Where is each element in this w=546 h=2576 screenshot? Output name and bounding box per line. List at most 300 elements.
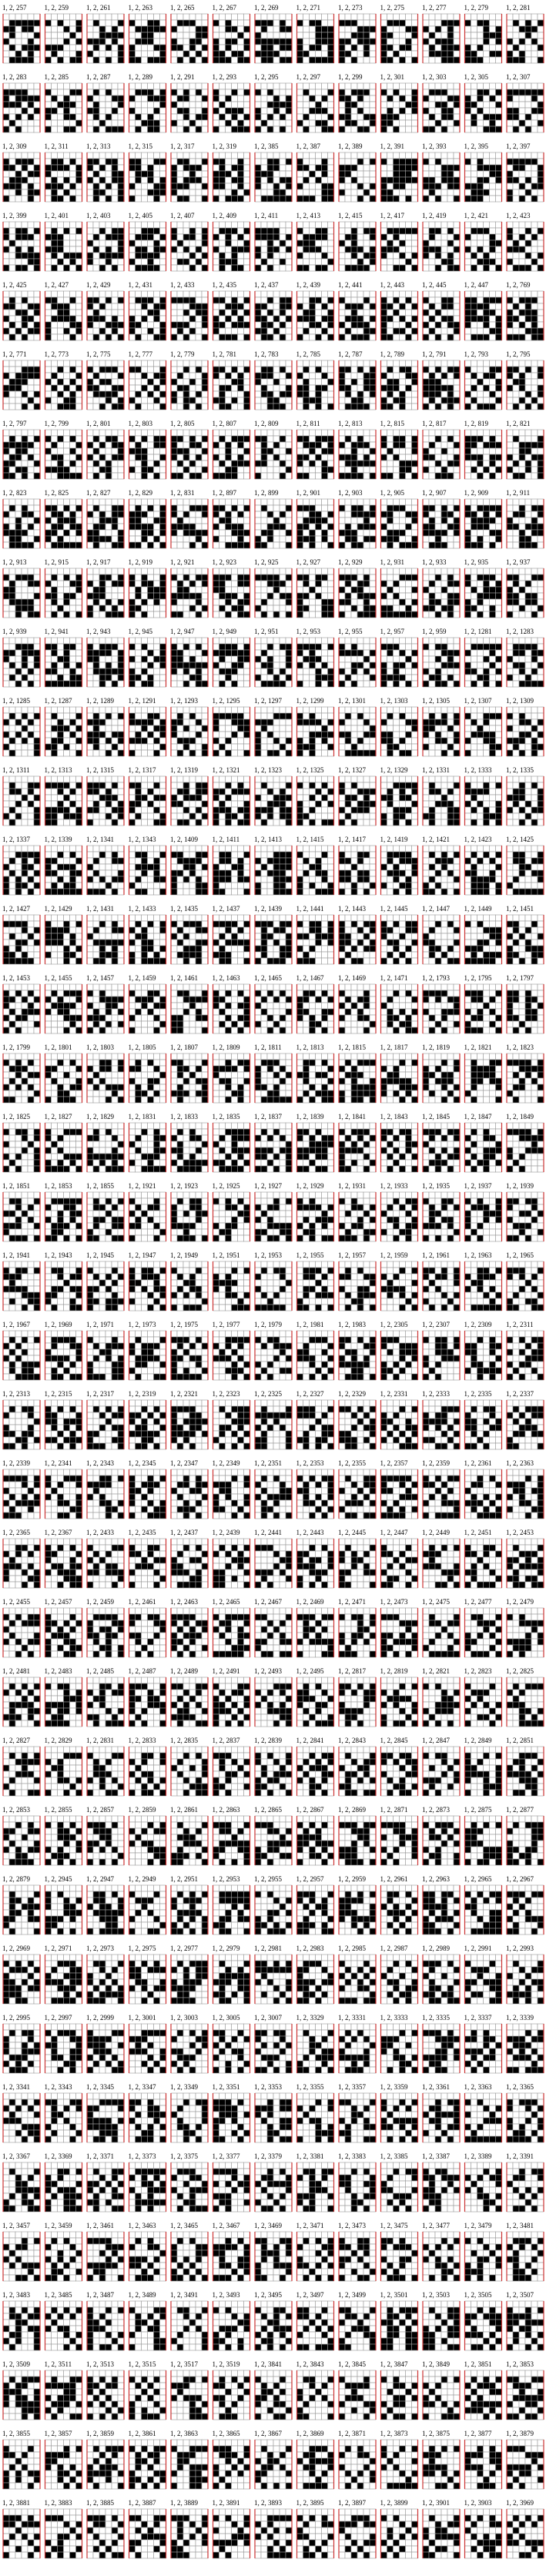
grid-cell	[177, 228, 183, 234]
grid-cell	[177, 126, 183, 132]
grid-cell	[351, 108, 357, 114]
grid-cell	[34, 89, 40, 95]
grid-cell	[370, 26, 376, 32]
grid-cell	[238, 297, 244, 303]
grid-cell	[441, 328, 447, 334]
grid-cell	[429, 51, 435, 57]
grid-cell	[297, 328, 303, 334]
grid-cell	[183, 228, 189, 234]
grid-cell	[64, 367, 70, 373]
grid-cell	[15, 385, 22, 391]
grid-cell	[142, 183, 148, 189]
grid-cell	[255, 39, 261, 45]
grid-cell	[370, 303, 376, 310]
grid-cell	[142, 310, 148, 316]
grid-cell	[471, 51, 477, 57]
grid-cell	[45, 45, 52, 51]
grid-cell	[484, 253, 490, 259]
grid-cell	[477, 322, 484, 328]
grid-cell	[435, 316, 441, 322]
grid-cell	[363, 316, 370, 322]
grid-cell	[441, 265, 447, 271]
grid-cell	[412, 240, 418, 246]
grid-cell	[286, 102, 292, 108]
grid-cell	[447, 126, 454, 132]
grid-cell	[226, 32, 232, 39]
grid-cell	[423, 177, 429, 183]
grid-cell	[34, 51, 40, 57]
grid-cell	[280, 189, 286, 196]
grid-cell	[213, 108, 219, 114]
rule-panel	[170, 4, 208, 63]
grid-cell	[322, 297, 328, 303]
rule-panel	[296, 73, 334, 132]
rule-caption: 1, 2, 441	[338, 281, 363, 289]
grid-cell	[363, 14, 370, 20]
grid-cell	[183, 165, 189, 171]
grid-cell	[3, 397, 9, 404]
grid-cell	[345, 126, 351, 132]
grid-cell	[525, 120, 531, 126]
grid-cell	[303, 39, 310, 45]
grid-cell	[177, 183, 183, 189]
grid-cell	[118, 177, 124, 183]
grid-cell	[232, 222, 238, 228]
grid-cell	[465, 165, 471, 171]
grid-cell	[357, 165, 363, 171]
grid-cell	[196, 57, 202, 63]
grid-cell	[106, 20, 112, 26]
grid-cell	[435, 45, 441, 51]
grid-cell	[28, 26, 34, 32]
grid-cell	[435, 259, 441, 265]
grid-cell	[465, 246, 471, 253]
grid-cell	[435, 234, 441, 240]
grid-cell	[538, 310, 544, 316]
grid-cell	[531, 265, 538, 271]
grid-cell	[310, 152, 316, 159]
grid-cell	[303, 234, 310, 240]
grid-cell	[202, 328, 208, 334]
grid-cell	[244, 83, 250, 89]
grid-cell	[112, 183, 118, 189]
grid-cell	[406, 102, 412, 108]
grid-cell	[136, 240, 142, 246]
rule-panel	[464, 4, 502, 63]
grid-cell	[280, 310, 286, 316]
grid-cell	[381, 234, 387, 240]
grid-cell	[52, 265, 58, 271]
grid-cell	[45, 120, 52, 126]
grid-cell	[513, 259, 519, 265]
grid-cell	[183, 83, 189, 89]
grid-cell	[423, 259, 429, 265]
grid-cell	[183, 259, 189, 265]
grid-cell	[118, 303, 124, 310]
grid-cell	[202, 102, 208, 108]
grid-cell	[394, 108, 400, 114]
grid-cell	[345, 14, 351, 20]
grid-cell	[357, 51, 363, 57]
grid-cell	[93, 102, 99, 108]
grid-cell	[70, 328, 76, 334]
grid-cell	[387, 265, 394, 271]
grid-cell	[370, 83, 376, 89]
grid-cell	[394, 253, 400, 259]
grid-cell	[160, 177, 166, 183]
grid-cell	[148, 120, 154, 126]
grid-cell	[423, 328, 429, 334]
grid-cell	[310, 108, 316, 114]
grid-cell	[64, 189, 70, 196]
grid-cell	[45, 165, 52, 171]
grid-cell	[171, 253, 177, 259]
grid-cell	[328, 316, 334, 322]
grid-cell	[45, 328, 52, 334]
grid-cell	[406, 303, 412, 310]
grid-cell	[244, 303, 250, 310]
grid-cell	[400, 253, 406, 259]
grid-cell	[34, 126, 40, 132]
grid-cell	[261, 165, 267, 171]
grid-cell	[441, 234, 447, 240]
grid-cell	[219, 310, 226, 316]
rule-panel	[86, 281, 124, 340]
grid-cell	[136, 379, 142, 385]
grid-cell	[93, 228, 99, 234]
grid-cell	[136, 39, 142, 45]
grid-cell	[129, 404, 136, 410]
grid-cell	[316, 120, 322, 126]
grid-cell	[435, 328, 441, 334]
grid-cell	[429, 246, 435, 253]
grid-cell	[189, 367, 196, 373]
grid-cell	[148, 253, 154, 259]
grid-cell	[87, 196, 93, 202]
grid-cell	[454, 328, 460, 334]
grid-cell	[183, 189, 189, 196]
grid-cell	[160, 183, 166, 189]
grid-cell	[129, 222, 136, 228]
grid-cell	[387, 297, 394, 303]
grid-cell	[370, 228, 376, 234]
grid-cell	[15, 379, 22, 385]
grid-cell	[70, 234, 76, 240]
grid-cell	[477, 222, 484, 228]
grid-cell	[351, 89, 357, 95]
grid-cell	[154, 177, 160, 183]
rule-caption: 1, 2, 295	[254, 73, 279, 81]
grid-cell	[339, 196, 345, 202]
grid-cell	[519, 310, 525, 316]
grid-cell	[52, 51, 58, 57]
grid-cell	[471, 297, 477, 303]
grid-cell	[45, 222, 52, 228]
grid-cell	[93, 95, 99, 102]
grid-cell	[15, 177, 22, 183]
grid-cell	[189, 303, 196, 310]
grid-cell	[154, 328, 160, 334]
grid-cell	[28, 259, 34, 265]
grid-cell	[490, 108, 496, 114]
grid-cell	[28, 183, 34, 189]
rule-caption: 1, 2, 299	[338, 73, 363, 81]
grid-cell	[454, 177, 460, 183]
grid-cell	[525, 259, 531, 265]
grid-cell	[328, 183, 334, 189]
grid-cell	[339, 177, 345, 183]
grid-cell	[345, 310, 351, 316]
grid-cell	[70, 57, 76, 63]
grid-cell	[196, 120, 202, 126]
grid-cell	[484, 83, 490, 89]
grid-cell	[45, 114, 52, 120]
grid-cell	[280, 32, 286, 39]
grid-cell	[171, 114, 177, 120]
grid-cell	[244, 291, 250, 297]
grid-cell	[538, 196, 544, 202]
grid-cell	[177, 89, 183, 95]
grid-cell	[154, 32, 160, 39]
grid-cell	[213, 189, 219, 196]
grid-cell	[351, 246, 357, 253]
grid-cell	[496, 102, 502, 108]
grid-cell	[484, 189, 490, 196]
grid-cell	[232, 20, 238, 26]
grid-cell	[171, 45, 177, 51]
grid-cell	[328, 228, 334, 234]
rule-panel	[2, 281, 40, 340]
grid-cell	[310, 102, 316, 108]
grid-cell	[538, 222, 544, 228]
grid-cell	[142, 171, 148, 177]
grid-cell	[76, 32, 82, 39]
grid-cell	[261, 246, 267, 253]
grid-cell	[429, 228, 435, 234]
grid-cell	[99, 102, 106, 108]
grid-cell	[183, 120, 189, 126]
grid-cell	[400, 14, 406, 20]
grid-cell	[345, 322, 351, 328]
grid-cell	[322, 328, 328, 334]
grid-cell	[381, 316, 387, 322]
grid-cell	[429, 102, 435, 108]
grid-cell	[202, 120, 208, 126]
grid-cell	[525, 228, 531, 234]
grid-cell	[490, 322, 496, 328]
grid-cell	[106, 171, 112, 177]
grid-cell	[303, 303, 310, 310]
grid-cell	[394, 177, 400, 183]
grid-cell	[34, 291, 40, 297]
grid-cell	[387, 159, 394, 165]
grid-cell	[345, 159, 351, 165]
grid-cell	[280, 20, 286, 26]
grid-cell	[351, 228, 357, 234]
grid-cell	[87, 114, 93, 120]
grid-cell	[9, 95, 15, 102]
grid-cell	[136, 385, 142, 391]
grid-cell	[129, 152, 136, 159]
grid-cell	[507, 222, 513, 228]
grid-cell	[280, 152, 286, 159]
grid-cell	[513, 334, 519, 340]
grid-cell	[142, 334, 148, 340]
grid-cell	[273, 83, 280, 89]
grid-cell	[3, 39, 9, 45]
grid-cell	[484, 316, 490, 322]
grid-cell	[525, 26, 531, 32]
grid-cell	[400, 177, 406, 183]
grid-cell	[160, 189, 166, 196]
grid-cell	[99, 120, 106, 126]
grid-cell	[255, 51, 261, 57]
grid-cell	[273, 51, 280, 57]
grid-cell	[22, 159, 28, 165]
grid-cell	[226, 189, 232, 196]
rule-caption: 1, 2, 405	[129, 212, 153, 219]
grid-cell	[213, 322, 219, 328]
grid-cell	[328, 322, 334, 328]
grid-cell	[471, 177, 477, 183]
grid-cell	[213, 265, 219, 271]
grid-cell	[112, 360, 118, 367]
grid-cell	[52, 20, 58, 26]
grid-cell	[52, 45, 58, 51]
grid-cell	[339, 51, 345, 57]
grid-cell	[441, 89, 447, 95]
grid-cell	[142, 189, 148, 196]
grid-cell	[28, 404, 34, 410]
grid-cell	[454, 246, 460, 253]
grid-cell	[112, 114, 118, 120]
grid-cell	[154, 322, 160, 328]
grid-cell	[316, 14, 322, 20]
rule-panel	[296, 142, 334, 202]
grid-cell	[363, 334, 370, 340]
grid-cell	[22, 26, 28, 32]
grid-cell	[435, 253, 441, 259]
grid-cell	[154, 165, 160, 171]
grid-cell	[58, 316, 64, 322]
grid-cell	[423, 108, 429, 114]
grid-cell	[160, 291, 166, 297]
grid-cell	[45, 126, 52, 132]
grid-cell	[496, 89, 502, 95]
grid-cell	[406, 316, 412, 322]
grid-cell	[129, 26, 136, 32]
grid-cell	[363, 152, 370, 159]
grid-cell	[76, 310, 82, 316]
grid-cell	[87, 322, 93, 328]
grid-cell	[219, 183, 226, 189]
grid-cell	[112, 45, 118, 51]
grid-cell	[357, 177, 363, 183]
grid-cell	[148, 391, 154, 397]
grid-cell	[538, 89, 544, 95]
grid-cell	[196, 316, 202, 322]
grid-cell	[435, 297, 441, 303]
grid-cell	[328, 51, 334, 57]
grid-cell	[441, 240, 447, 246]
grid-cell	[322, 322, 328, 328]
grid-cell	[34, 373, 40, 379]
grid-cell	[202, 360, 208, 367]
grid-cell	[238, 165, 244, 171]
grid-cell	[400, 83, 406, 89]
grid-cell	[255, 57, 261, 63]
grid-cell	[423, 32, 429, 39]
grid-cell	[357, 57, 363, 63]
grid-cell	[429, 222, 435, 228]
grid-cell	[496, 189, 502, 196]
grid-cell	[310, 316, 316, 322]
grid-cell	[394, 14, 400, 20]
grid-cell	[339, 228, 345, 234]
grid-cell	[118, 189, 124, 196]
grid-cell	[441, 32, 447, 39]
grid-cell	[381, 159, 387, 165]
grid-cell	[3, 322, 9, 328]
grid-cell	[406, 114, 412, 120]
grid-cell	[58, 391, 64, 397]
rule-panel	[296, 212, 334, 271]
grid-cell	[148, 322, 154, 328]
rule-panel	[86, 4, 124, 63]
grid-cell	[310, 95, 316, 102]
grid-cell	[525, 95, 531, 102]
grid-cell	[280, 291, 286, 297]
grid-cell	[490, 183, 496, 189]
grid-cell	[394, 240, 400, 246]
grid-cell	[219, 253, 226, 259]
grid-cell	[112, 240, 118, 246]
grid-cell	[93, 171, 99, 177]
grid-cell	[513, 253, 519, 259]
grid-cell	[76, 297, 82, 303]
grid-cell	[370, 51, 376, 57]
grid-cell	[118, 89, 124, 95]
grid-cell	[441, 228, 447, 234]
grid-cell	[183, 253, 189, 259]
grid-cell	[160, 310, 166, 316]
grid-cell	[303, 57, 310, 63]
grid-cell	[196, 265, 202, 271]
grid-cell	[213, 328, 219, 334]
grid-cell	[406, 222, 412, 228]
grid-cell	[286, 310, 292, 316]
grid-cell	[322, 253, 328, 259]
grid-cell	[183, 322, 189, 328]
grid-cell	[351, 126, 357, 132]
grid-cell	[316, 297, 322, 303]
grid-cell	[525, 83, 531, 89]
grid-cell	[267, 102, 273, 108]
grid-cell	[70, 177, 76, 183]
grid-cell	[316, 39, 322, 45]
grid-cell	[28, 303, 34, 310]
grid-cell	[261, 83, 267, 89]
grid-cell	[3, 316, 9, 322]
grid-cell	[423, 95, 429, 102]
grid-cell	[286, 183, 292, 189]
grid-cell	[525, 240, 531, 246]
grid-cell	[196, 259, 202, 265]
grid-cell	[76, 108, 82, 114]
rule-caption: 1, 2, 315	[129, 142, 153, 150]
grid-cell	[465, 14, 471, 20]
grid-cell	[196, 83, 202, 89]
